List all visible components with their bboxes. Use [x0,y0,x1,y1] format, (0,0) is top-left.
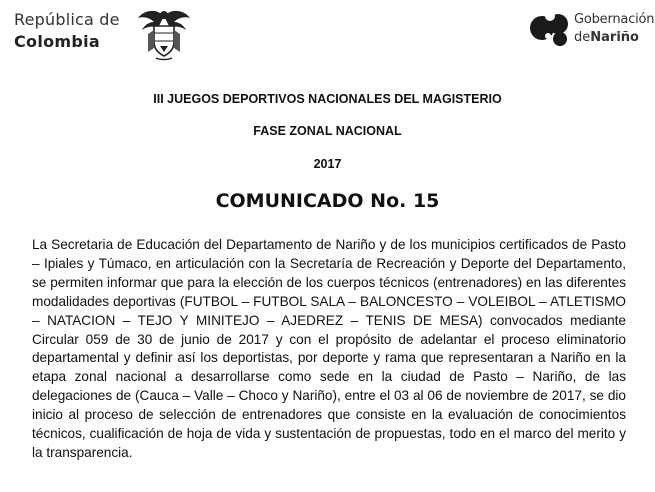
logo-text-gobernacion: Gobernación [574,12,655,27]
body-paragraph: La Secretaria de Educación del Departamento de Nariño y de los municipios certificados de Pasto – Ipiales y Túmaco, en articulación con la Secretaría de Recreación y Deporte del Departamento, se permiten informar que para la elección de los cuerpos técnicos (entrenadores) en las diferentes modalidades deportivas (FUTBOL – FUTBOL SALA – BALONCESTO – VOLEIBOL – ATLETISMO – NATACION – TEJO Y MINITEJO – AJEDREZ – TENIS DE MESA) convocados mediante Circular 059 de 30 de junio de 2017 y con el propósito de adelantar el proceso eliminatorio departamental y definir así los deportistas, por deporte y rama que representaran a Nariño en la etapa zonal nacional a desarrollarse como sede en la ciudad de Pasto – Nariño, de las delegaciones de (Cauca – Valle – Choco y Nariño), entre el 03 al 06 de noviembre de 2017, se dio inicio al proceso de selección de entrenadores que consiste en la evaluación de conocimientos técnicos, cualificación de hoja de vida y sustentación de propuestas, todo en el marco del merito y la transparencia. [32,237,626,460]
coat-of-arms-icon [134,6,194,62]
logo-text-republica: República de [14,10,120,29]
gobernacion-mark-icon [528,6,572,50]
page-title: COMUNICADO No. 15 [215,190,440,212]
event-heading: III JUEGOS DEPORTIVOS NACIONALES DEL MAGISTERIO [153,92,502,106]
year-heading: 2017 [313,157,342,171]
phase-heading: FASE ZONAL NACIONAL [253,124,402,138]
gobernacion-narino-logo [528,6,655,54]
logo-text-de-narino: deNariño [574,30,639,45]
republica-colombia-logo [14,6,184,58]
letterhead [0,0,655,70]
logo-text-colombia: Colombia [14,32,101,51]
